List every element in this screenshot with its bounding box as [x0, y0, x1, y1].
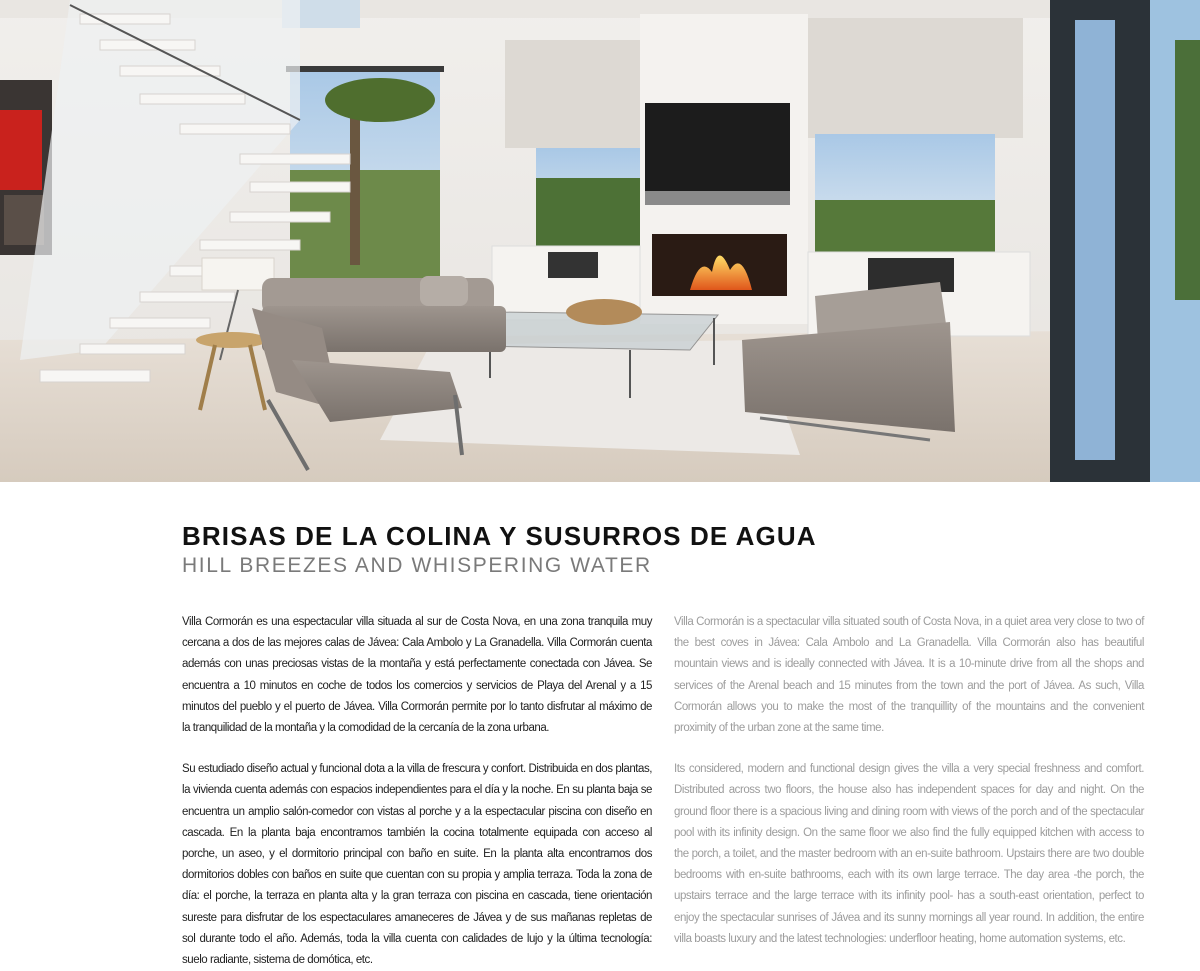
body-column-spanish: [182, 612, 652, 971]
paragraph-spanish-2: Su estudiado diseño actual y funcional dota a la villa de frescura y confort. Distribuida en dos plantas, la vivienda cuenta además con espacios independientes para el día y la noche. En su planta baja se encuentra un amplio salón-comedor con vistas al porche y a la espectacular piscina con diseño en cascada. En la planta baja encontramos también la cocina totalmente equipada con acceso al porche, un aseo, y el dormitorio principal con baño en suite. En la planta alta encontramos dos dormitorios dobles con baños en suite que cuentan con su propia y amplia terraza. Toda la zona de día: el porche, la terraza en planta alta y la gran terraza con piscina en cascada, tiene orientación sureste para disfrutar de los espectaculares amaneceres de Jávea y de sus mañanas repletas de sol durante todo el año. Además, toda la villa cuenta con calidades de lujo y la última tecnología: suelo radiante, sistema de domótica, etc.: [182, 763, 652, 967]
body-column-english: [674, 612, 1144, 950]
paragraph-spanish-1: Villa Cormorán es una espectacular villa situada al sur de Costa Nova, en una zona tranquila muy cercana a dos de las mejores calas de Jávea: Cala Ambolo y La Granadella. Villa Cormorán cuenta además con unas preciosas vistas de la montaña y está perfectamente conectada con Jávea. Se encuentra a 10 minutos en coche de todos los comercios y servicios de Playa del Arenal y a 15 minutos del pueblo y el puerto de Jávea. Villa Cormorán permite por lo tanto disfrutar al máximo de la tranquilidad de la montaña y la comodidad de la cercanía de la zona urbana.: [182, 616, 652, 735]
fireplace: [652, 234, 787, 296]
paragraph-english-1: Villa Cormorán is a spectacular villa situated south of Costa Nova, in a quiet area very close to two of the best coves in Jávea: Cala Ambolo and La Granadella. Villa Cormorán also has beautiful mountain views and is ideally connected with Jávea. It is a 10-minute drive from all the shops and services of the Arenal beach and 15 minutes from the town and the port of Jávea. As such, Villa Cormorán allows you to make the most of the tranquillity of the mountains and the convenient proximity of the urban zone at the same time.: [674, 616, 1144, 735]
glass-door: [1050, 0, 1200, 482]
title-block: [182, 520, 1022, 580]
paragraph-english-2: Its considered, modern and functional design gives the villa a very special freshness and comfort. Distributed across two floors, the house also has independent spaces for day and night. On the ground floor there is a spacious living and dining room with views of the porch and of the spectacular pool with its infinity design. On the same floor we also find the fully equipped kitchen with access to the porch, a toilet, and the master bedroom with an en-suite bathroom. Upstairs there are two double bedrooms with en-suite bathrooms, each with its own large terrace. The day area -the porch, the upstairs terrace and the large terrace with its infinity pool- has a south-east orientation, perfect to enjoy the spectacular sunrises of Jávea and its sunny mornings all year round. In addition, the entire villa boasts luxury and the latest technologies: underfloor heating, home automation systems, etc.: [674, 763, 1144, 945]
hero-image: [0, 0, 1200, 482]
title-spanish: BRISAS DE LA COLINA Y SUSURROS DE AGUA: [182, 521, 817, 551]
living-room-illustration: [0, 0, 1200, 482]
title-english: HILL BREEZES AND WHISPERING WATER: [182, 554, 652, 577]
